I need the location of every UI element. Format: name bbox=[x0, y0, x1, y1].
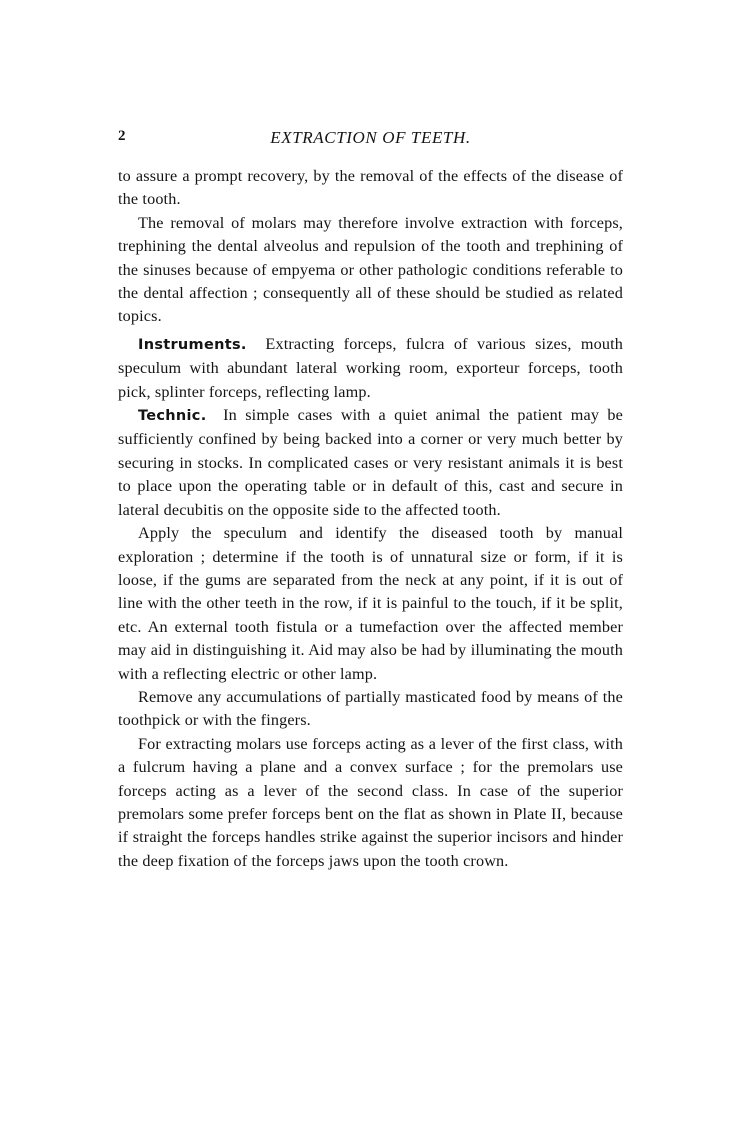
technic-heading: Technic. bbox=[138, 408, 207, 425]
paragraph-instruments bbox=[118, 333, 623, 404]
paragraph-remove-food: Remove any accumulations of partially masticated food by means of the toothpick or with the fingers. bbox=[118, 687, 623, 730]
running-title: EXTRACTION OF TEETH. bbox=[270, 128, 471, 147]
instruments-heading: Instruments. bbox=[138, 336, 247, 353]
paragraph-removal-of-molars: The removal of molars may therefore involve extraction with forceps, trephining the dental alveolus and repulsion of the tooth and trephining of the sinuses because of empyema or other pathologic conditions referable to the dental affection ; consequently all of these should be studied as related topics. bbox=[118, 213, 623, 326]
technic-text: In simple cases with a quiet animal the patient may be sufficiently confined by being backed into a corner or very much better by securing in stocks. In complicated cases or very resistant animals it is best to place upon the operating table or in default of this, cast and secure in lateral decubitis on the opposite side to the affected tooth. bbox=[118, 406, 623, 519]
book-page bbox=[118, 128, 623, 873]
instruments-text: Extracting forceps, fulcra of various sizes, mouth speculum with abundant lateral working room, exporteur forceps, tooth pick, splinter forceps, reflecting lamp. bbox=[118, 334, 623, 401]
paragraph-technic bbox=[118, 404, 623, 522]
page-header bbox=[118, 128, 623, 156]
body-text bbox=[118, 165, 623, 873]
paragraph-speculum: Apply the speculum and identify the diseased tooth by manual exploration ; determine if the tooth is of unnatural size or form, if it is loose, if the gums are separated from the neck at any point, if it is out of line with the other teeth in the row, if it is painful to the touch, if it be split, etc. An external tooth fistula or a tumefaction over the affected member may aid in distinguishing it. Aid may also be had by illuminating the mouth with a reflecting electric or other lamp. bbox=[118, 524, 623, 683]
page-number: 2 bbox=[118, 128, 126, 144]
paragraph-continuation: to assure a prompt recovery, by the removal of the effects of the disease of the tooth. bbox=[118, 167, 623, 209]
paragraph-extracting-molars: For extracting molars use forceps acting as a lever of the first class, with a fulcrum having a plane and a convex surface ; for the premolars use forceps acting as a lever of the second class. In case of the superior premolars some prefer forceps bent on the flat as shown in Plate II, because if straight the forceps handles strike against the superior incisors and hinder the deep fixation of the forceps jaws upon the tooth crown. bbox=[118, 734, 623, 870]
